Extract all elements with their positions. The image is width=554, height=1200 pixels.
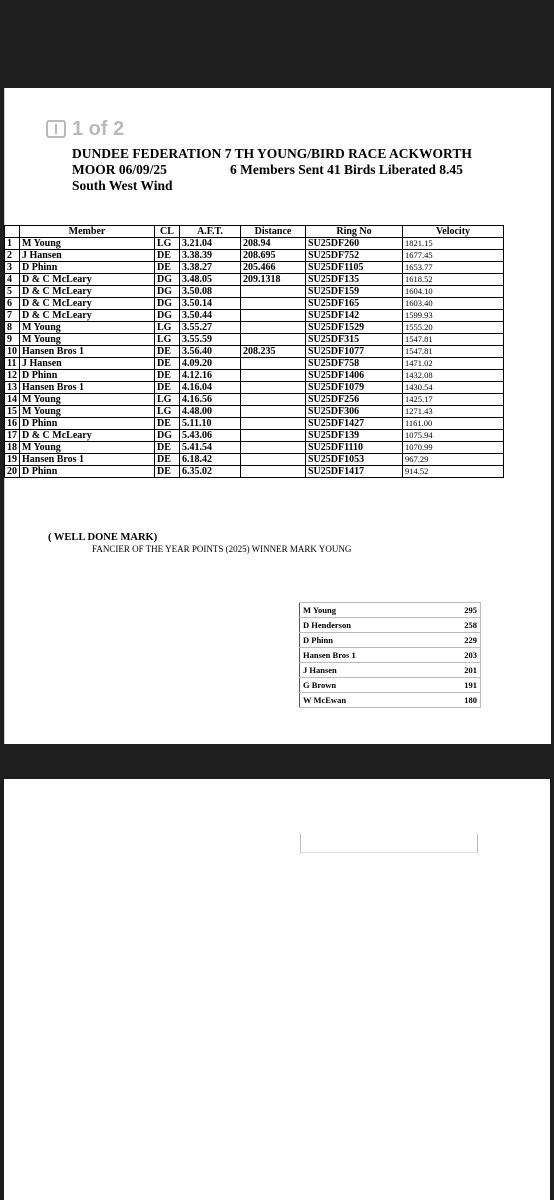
cell-ring: SU25DF165 — [306, 298, 403, 310]
cell-distance — [241, 430, 306, 442]
cell-velocity: 1161.00 — [403, 418, 504, 430]
list-item — [300, 648, 481, 663]
list-item — [300, 693, 481, 708]
cell-member: D Phinn — [20, 262, 155, 274]
table-row — [5, 406, 504, 418]
page-indicator — [46, 117, 124, 141]
points-value: 191 — [424, 678, 481, 693]
cell-velocity: 1430.54 — [403, 382, 504, 394]
table-row — [5, 310, 504, 322]
table-row — [5, 262, 504, 274]
cell-cl: DE — [155, 370, 180, 382]
cell-distance — [241, 382, 306, 394]
cell-member: D & C McLeary — [20, 298, 155, 310]
points-name: J Hansen — [300, 663, 425, 678]
table-row — [5, 370, 504, 382]
well-done-note: ( WELL DONE MARK) — [48, 532, 158, 543]
table-row — [5, 394, 504, 406]
cell-ring: SU25DF1079 — [306, 382, 403, 394]
cell-aft: 4.09.20 — [180, 358, 241, 370]
col-velocity: Velocity — [403, 226, 504, 238]
cell-cl: DG — [155, 298, 180, 310]
cell-pos: 2 — [5, 250, 20, 262]
cell-member: M Young — [20, 406, 155, 418]
cell-distance — [241, 370, 306, 382]
cell-velocity: 1547.81 — [403, 334, 504, 346]
cell-aft: 5.41.54 — [180, 442, 241, 454]
cell-aft: 3.50.08 — [180, 286, 241, 298]
col-cl: CL — [155, 226, 180, 238]
cell-velocity: 1603.40 — [403, 298, 504, 310]
cell-velocity: 1599.93 — [403, 310, 504, 322]
cell-distance: 208.695 — [241, 250, 306, 262]
table-row — [5, 466, 504, 478]
cell-member: D & C McLeary — [20, 310, 155, 322]
points-value: 180 — [424, 693, 481, 708]
points-name: D Henderson — [300, 618, 425, 633]
cell-member: J Hansen — [20, 250, 155, 262]
cell-ring: SU25DF1105 — [306, 262, 403, 274]
cell-pos: 9 — [5, 334, 20, 346]
cell-velocity: 1555.20 — [403, 322, 504, 334]
cell-aft: 5.43.06 — [180, 430, 241, 442]
cell-pos: 11 — [5, 358, 20, 370]
cell-member: M Young — [20, 334, 155, 346]
cell-velocity: 1471.02 — [403, 358, 504, 370]
points-name: W McEwan — [300, 693, 425, 708]
title-line-1: DUNDEE FEDERATION 7 TH YOUNG/BIRD RACE ACKWORTH — [72, 146, 472, 161]
cell-velocity: 1070.99 — [403, 442, 504, 454]
cell-cl: DG — [155, 430, 180, 442]
points-value: 295 — [424, 603, 481, 618]
cell-cl: DE — [155, 250, 180, 262]
cell-distance — [241, 394, 306, 406]
cell-distance: 209.1318 — [241, 274, 306, 286]
cell-aft: 5.11.10 — [180, 418, 241, 430]
cell-member: M Young — [20, 394, 155, 406]
cell-velocity: 1425.17 — [403, 394, 504, 406]
cell-cl: DE — [155, 442, 180, 454]
cell-ring: SU25DF256 — [306, 394, 403, 406]
cell-distance — [241, 454, 306, 466]
cell-distance — [241, 358, 306, 370]
cell-aft: 6.18.42 — [180, 454, 241, 466]
table-row — [5, 322, 504, 334]
list-item — [300, 633, 481, 648]
points-value: 203 — [424, 648, 481, 663]
cell-aft: 3.50.14 — [180, 298, 241, 310]
table-row — [5, 334, 504, 346]
cell-aft: 4.16.56 — [180, 394, 241, 406]
points-name: M Young — [300, 603, 425, 618]
page-indicator-text: 1 of 2 — [72, 117, 125, 140]
cell-cl: DG — [155, 286, 180, 298]
cell-velocity: 1604.10 — [403, 286, 504, 298]
points-name: D Phinn — [300, 633, 425, 648]
cell-member: Hansen Bros 1 — [20, 346, 155, 358]
cell-cl: LG — [155, 334, 180, 346]
cell-ring: SU25DF139 — [306, 430, 403, 442]
table-row — [5, 238, 504, 250]
cell-aft: 3.48.05 — [180, 274, 241, 286]
cell-distance — [241, 418, 306, 430]
cell-distance — [241, 310, 306, 322]
cell-member: J Hansen — [20, 358, 155, 370]
race-summary: 6 Members Sent 41 Birds Liberated 8.45 — [230, 162, 463, 177]
cell-distance — [241, 406, 306, 418]
cell-pos: 18 — [5, 442, 20, 454]
cell-pos: 7 — [5, 310, 20, 322]
cell-ring: SU25DF1406 — [306, 370, 403, 382]
cell-distance — [241, 298, 306, 310]
cell-pos: 17 — [5, 430, 20, 442]
table-row — [5, 286, 504, 298]
cell-cl: DE — [155, 418, 180, 430]
points-value: 229 — [424, 633, 481, 648]
cell-aft: 4.16.04 — [180, 382, 241, 394]
cell-cl: LG — [155, 322, 180, 334]
cell-distance: 208.235 — [241, 346, 306, 358]
cell-ring: SU25DF1110 — [306, 442, 403, 454]
viewer-top-bar — [0, 0, 554, 88]
cell-pos: 14 — [5, 394, 20, 406]
cell-velocity: 1075.94 — [403, 430, 504, 442]
results-table — [4, 225, 504, 478]
cell-aft: 3.55.27 — [180, 322, 241, 334]
cell-distance: 208.94 — [241, 238, 306, 250]
cell-cl: DG — [155, 310, 180, 322]
cell-member: M Young — [20, 238, 155, 250]
cell-ring: SU25DF1529 — [306, 322, 403, 334]
cell-member: M Young — [20, 442, 155, 454]
points-name: G Brown — [300, 678, 425, 693]
cell-pos: 3 — [5, 262, 20, 274]
cell-ring: SU25DF752 — [306, 250, 403, 262]
table-row — [5, 358, 504, 370]
race-title — [72, 146, 542, 194]
cell-velocity: 1677.45 — [403, 250, 504, 262]
col-member: Member — [20, 226, 155, 238]
points-name: Hansen Bros 1 — [300, 648, 425, 663]
cell-velocity: 1547.81 — [403, 346, 504, 358]
cell-ring: SU25DF1077 — [306, 346, 403, 358]
cell-velocity: 1271.43 — [403, 406, 504, 418]
cell-cl: DE — [155, 358, 180, 370]
cell-aft: 6.35.02 — [180, 466, 241, 478]
cell-pos: 6 — [5, 298, 20, 310]
cell-aft: 3.21.04 — [180, 238, 241, 250]
cell-member: D Phinn — [20, 370, 155, 382]
cell-distance: 205.466 — [241, 262, 306, 274]
table-row — [5, 382, 504, 394]
cell-pos: 10 — [5, 346, 20, 358]
table-row — [5, 298, 504, 310]
cell-velocity: 914.52 — [403, 466, 504, 478]
cell-pos: 4 — [5, 274, 20, 286]
table-row — [5, 442, 504, 454]
page-icon — [46, 120, 66, 138]
cell-ring: SU25DF758 — [306, 358, 403, 370]
points-table — [299, 602, 481, 708]
cell-aft: 3.38.39 — [180, 250, 241, 262]
cell-cl: LG — [155, 394, 180, 406]
cell-pos: 16 — [5, 418, 20, 430]
cell-velocity: 1821.15 — [403, 238, 504, 250]
cell-aft: 4.12.16 — [180, 370, 241, 382]
table-row — [5, 454, 504, 466]
cell-pos: 19 — [5, 454, 20, 466]
race-date: MOOR 06/09/25 — [72, 162, 167, 177]
cell-velocity: 967.29 — [403, 454, 504, 466]
cell-ring: SU25DF159 — [306, 286, 403, 298]
table-row — [5, 430, 504, 442]
cell-cl: DE — [155, 466, 180, 478]
col-distance: Distance — [241, 226, 306, 238]
cell-cl: DG — [155, 274, 180, 286]
cell-member: Hansen Bros 1 — [20, 454, 155, 466]
cell-aft: 3.50.44 — [180, 310, 241, 322]
cell-cl: DE — [155, 346, 180, 358]
list-item — [300, 663, 481, 678]
points-value: 201 — [424, 663, 481, 678]
cell-pos: 15 — [5, 406, 20, 418]
title-line-2 — [72, 162, 542, 178]
cell-pos: 1 — [5, 238, 20, 250]
cell-pos: 5 — [5, 286, 20, 298]
col-aft: A.F.T. — [180, 226, 241, 238]
cell-member: Hansen Bros 1 — [20, 382, 155, 394]
empty-table-stub — [300, 834, 478, 853]
cell-ring: SU25DF315 — [306, 334, 403, 346]
cell-ring: SU25DF1053 — [306, 454, 403, 466]
cell-ring: SU25DF142 — [306, 310, 403, 322]
cell-member: D & C McLeary — [20, 286, 155, 298]
cell-distance — [241, 466, 306, 478]
cell-aft: 3.38.27 — [180, 262, 241, 274]
cell-member: D & C McLeary — [20, 430, 155, 442]
cell-cl: LG — [155, 238, 180, 250]
cell-member: M Young — [20, 322, 155, 334]
cell-pos: 20 — [5, 466, 20, 478]
cell-ring: SU25DF135 — [306, 274, 403, 286]
cell-cl: DE — [155, 262, 180, 274]
table-row — [5, 346, 504, 358]
wind-info: South West Wind — [72, 178, 173, 193]
cell-cl: LG — [155, 406, 180, 418]
cell-aft: 3.55.59 — [180, 334, 241, 346]
list-item — [300, 603, 481, 618]
list-item — [300, 618, 481, 633]
cell-cl: DE — [155, 454, 180, 466]
table-row — [5, 418, 504, 430]
results-header-row — [5, 226, 504, 238]
cell-distance — [241, 334, 306, 346]
cell-distance — [241, 442, 306, 454]
cell-velocity: 1432.08 — [403, 370, 504, 382]
cell-distance — [241, 322, 306, 334]
cell-member: D Phinn — [20, 418, 155, 430]
cell-ring: SU25DF306 — [306, 406, 403, 418]
cell-member: D & C McLeary — [20, 274, 155, 286]
list-item — [300, 678, 481, 693]
cell-velocity: 1618.52 — [403, 274, 504, 286]
cell-pos: 13 — [5, 382, 20, 394]
col-pos — [5, 226, 20, 238]
cell-pos: 8 — [5, 322, 20, 334]
cell-distance — [241, 286, 306, 298]
cell-ring: SU25DF260 — [306, 238, 403, 250]
cell-pos: 12 — [5, 370, 20, 382]
cell-cl: DE — [155, 382, 180, 394]
cell-aft: 3.56.40 — [180, 346, 241, 358]
col-ring: Ring No — [306, 226, 403, 238]
cell-velocity: 1653.77 — [403, 262, 504, 274]
cell-member: D Phinn — [20, 466, 155, 478]
table-row — [5, 250, 504, 262]
table-row — [5, 274, 504, 286]
cell-ring: SU25DF1417 — [306, 466, 403, 478]
cell-ring: SU25DF1427 — [306, 418, 403, 430]
cell-aft: 4.48.00 — [180, 406, 241, 418]
points-value: 258 — [424, 618, 481, 633]
fancier-of-year-note: FANCIER OF THE YEAR POINTS (2025) WINNER MARK YOUNG — [92, 544, 352, 554]
